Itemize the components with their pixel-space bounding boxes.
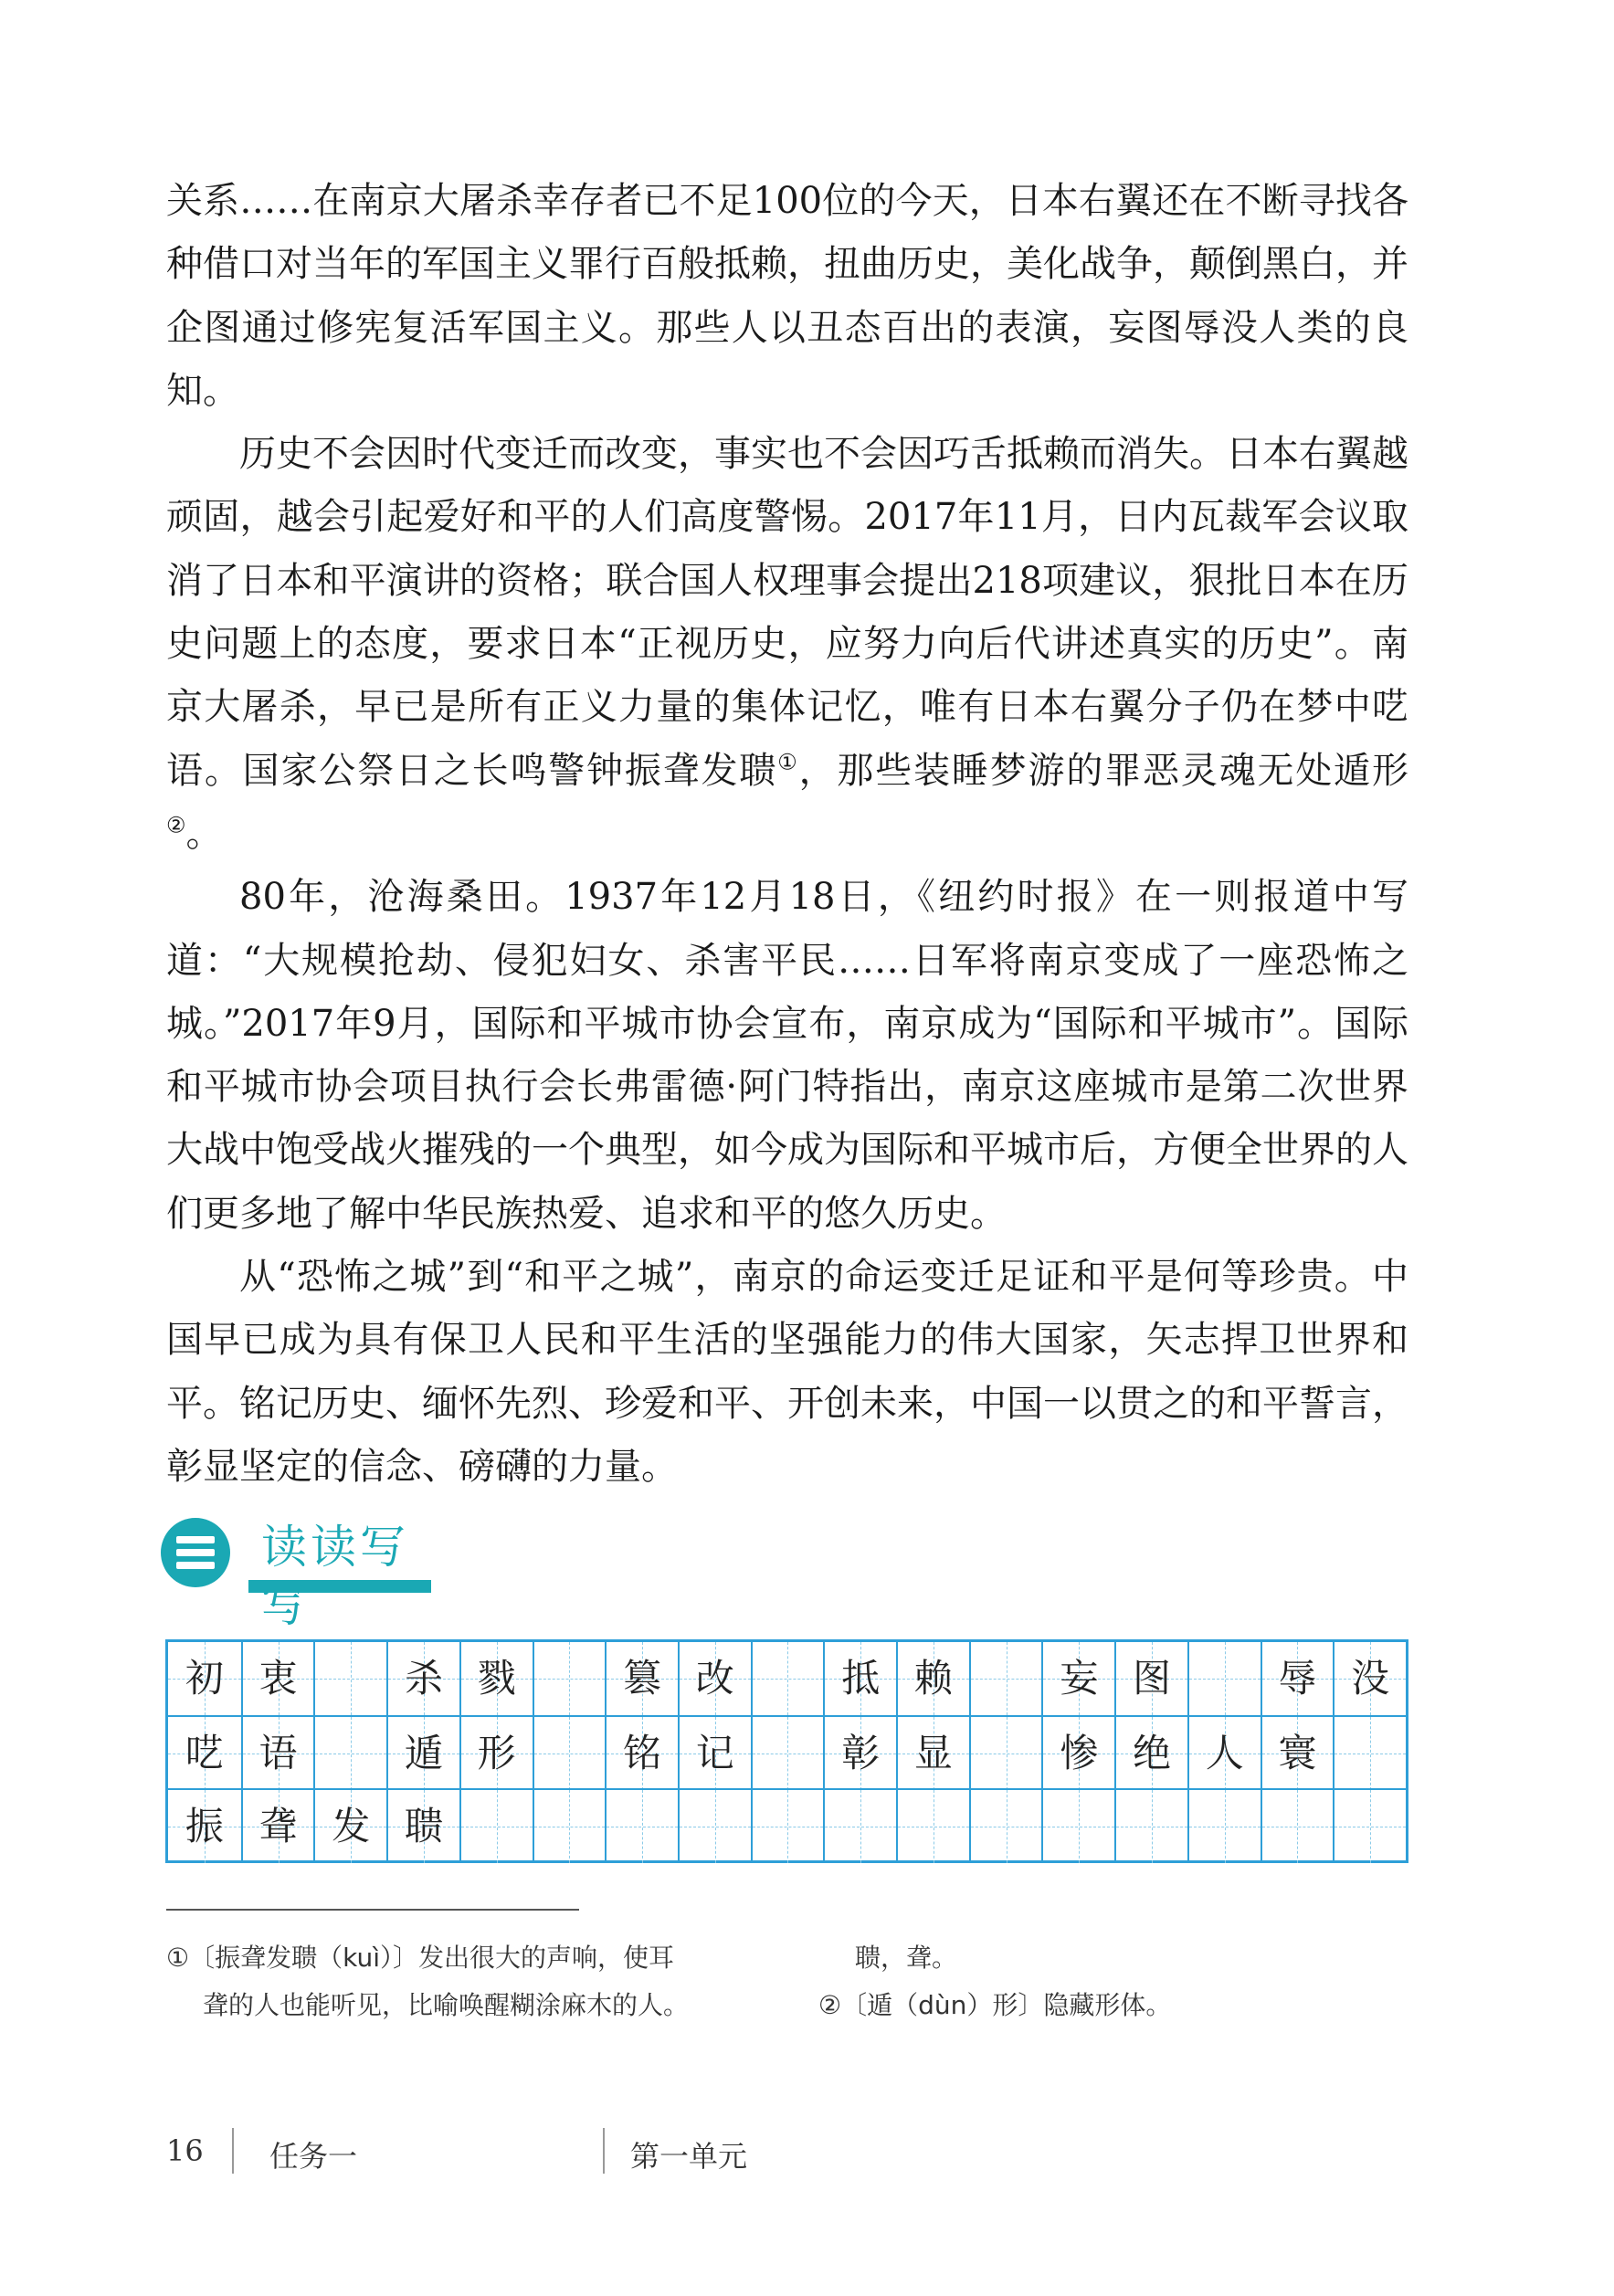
page-footer bbox=[0, 2128, 1614, 2183]
grid-cell bbox=[1333, 1642, 1406, 1715]
footer-divider bbox=[603, 2128, 605, 2174]
grid-cell bbox=[969, 1790, 1042, 1863]
grid-cell bbox=[1261, 1642, 1334, 1715]
grid-character: 杀 bbox=[404, 1656, 443, 1701]
grid-cell bbox=[1333, 1717, 1406, 1790]
grid-cell bbox=[459, 1642, 533, 1715]
grid-character: 呓 bbox=[185, 1731, 224, 1775]
grid-cell bbox=[168, 1717, 241, 1790]
grid-cell bbox=[605, 1642, 678, 1715]
grid-character: 辱 bbox=[1278, 1656, 1317, 1701]
grid-cell bbox=[533, 1717, 606, 1790]
grid-cell bbox=[605, 1790, 678, 1863]
grid-cell bbox=[533, 1790, 606, 1863]
footnote-1-line-3: 聩，聋。 bbox=[855, 1943, 958, 1973]
footer-task-label: 任务一 bbox=[269, 2139, 358, 2174]
paragraph-3: 80年，沧海桑田。1937年12月18日，《纽约时报》在一则报道中写道：“大规模抢劫、侵犯妇女、杀害平民……日军将南京变成了一座恐怖之城。”2017年9月，国际和平城市协会宣布，南京成为“国际和平城市”。国际和平城市协会项目执行会长弗雷德·阿门特指出，南京这座城市是第二次世界大战中饱受战火摧残的一个典型，如今成为国际和平城市后，方便全世界的人们更多地了解中华民族热爱、追求和平的悠久历史。 bbox=[166, 876, 1408, 1235]
footer-unit-label: 第一单元 bbox=[630, 2139, 748, 2174]
grid-character: 戮 bbox=[477, 1656, 516, 1701]
footnote-divider bbox=[166, 1909, 579, 1911]
grid-character: 形 bbox=[477, 1731, 516, 1775]
grid-cell bbox=[1261, 1717, 1334, 1790]
grid-character: 改 bbox=[695, 1656, 734, 1701]
grid-cell bbox=[1187, 1790, 1261, 1863]
grid-cell bbox=[241, 1790, 314, 1863]
grid-cell bbox=[1114, 1790, 1187, 1863]
grid-row bbox=[168, 1715, 1406, 1790]
grid-cell bbox=[1114, 1642, 1187, 1715]
grid-cell bbox=[896, 1642, 969, 1715]
page-number: 16 bbox=[166, 2133, 204, 2168]
grid-cell bbox=[969, 1642, 1042, 1715]
paragraph-2-text-b: ，那些装睡梦游的罪恶灵魂无处遁形 bbox=[798, 749, 1409, 792]
footnote-column-right bbox=[818, 1934, 1366, 2029]
grid-cell bbox=[969, 1717, 1042, 1790]
grid-cell bbox=[168, 1642, 241, 1715]
grid-cell bbox=[1041, 1717, 1114, 1790]
grid-character: 聋 bbox=[258, 1804, 298, 1848]
grid-character: 篡 bbox=[623, 1656, 662, 1701]
grid-character: 没 bbox=[1351, 1656, 1390, 1701]
grid-character: 发 bbox=[332, 1804, 371, 1848]
grid-character: 记 bbox=[695, 1731, 734, 1775]
grid-character: 聩 bbox=[404, 1804, 443, 1848]
grid-character: 语 bbox=[258, 1731, 298, 1775]
section-three-icon bbox=[161, 1518, 230, 1587]
grid-cell bbox=[1114, 1717, 1187, 1790]
grid-cell bbox=[678, 1642, 751, 1715]
grid-cell bbox=[459, 1717, 533, 1790]
paragraph-2-text-a: 历史不会因时代变迁而改变，事实也不会因巧舌抵赖而消失。日本右翼越顽固，越会引起爱好和平的人们高度警惕。2017年11月，日内瓦裁军会议取消了日本和平演讲的资格；联合国人权理事会提出218项建议，狠批日本在历史问题上的态度，要求日本“正视历史，应努力向后代讲述真实的历史”。南京大屠杀，早已是所有正义力量的集体记忆，唯有日本右翼分子仍在梦中呓语。国家公祭日之长鸣警钟振聋发聩 bbox=[166, 433, 1408, 792]
grid-character: 赖 bbox=[913, 1656, 953, 1701]
footnote-mark-1: ① bbox=[777, 749, 799, 775]
grid-cell bbox=[313, 1717, 386, 1790]
grid-cell bbox=[1261, 1790, 1334, 1863]
grid-cell bbox=[1333, 1790, 1406, 1863]
grid-cell bbox=[896, 1790, 969, 1863]
grid-cell bbox=[751, 1717, 824, 1790]
grid-character: 人 bbox=[1205, 1731, 1244, 1775]
grid-cell bbox=[386, 1717, 459, 1790]
paragraph-4: 从“恐怖之城”到“和平之城”，南京的命运变迁足证和平是何等珍贵。中国早已成为具有保卫人民和平生活的坚强能力的伟大国家，矢志捍卫世界和平。铭记历史、缅怀先烈、珍爱和平、开创未来，中国一以贯之的和平誓言，彰显坚定的信念、磅礴的力量。 bbox=[166, 1256, 1408, 1488]
writing-grid bbox=[165, 1639, 1408, 1863]
grid-cell bbox=[168, 1790, 241, 1863]
grid-cell bbox=[1187, 1717, 1261, 1790]
footnote-1-line-2: 聋的人也能听见，比喻唤醒糊涂麻木的人。 bbox=[203, 1990, 690, 2020]
grid-cell bbox=[241, 1717, 314, 1790]
grid-cell bbox=[678, 1790, 751, 1863]
grid-cell bbox=[1041, 1790, 1114, 1863]
grid-cell bbox=[1187, 1642, 1261, 1715]
paragraph-2 bbox=[166, 423, 1408, 866]
grid-cell bbox=[605, 1717, 678, 1790]
grid-character: 寰 bbox=[1278, 1731, 1317, 1775]
grid-cell bbox=[313, 1790, 386, 1863]
grid-cell bbox=[823, 1717, 896, 1790]
grid-character: 遁 bbox=[404, 1731, 443, 1775]
grid-character: 图 bbox=[1133, 1656, 1172, 1701]
grid-cell bbox=[751, 1790, 824, 1863]
grid-cell bbox=[459, 1790, 533, 1863]
grid-cell bbox=[241, 1642, 314, 1715]
grid-row bbox=[168, 1642, 1406, 1715]
grid-character: 初 bbox=[185, 1656, 224, 1701]
footnote-1-line-1: ①〔振聋发聩（kuì）〕发出很大的声响，使耳 bbox=[166, 1943, 674, 1973]
grid-cell bbox=[678, 1717, 751, 1790]
grid-cell bbox=[823, 1642, 896, 1715]
paragraph-2-text-c: 。 bbox=[185, 812, 223, 855]
footer-divider bbox=[232, 2128, 234, 2174]
section-title: 读读写写 bbox=[261, 1521, 409, 1632]
footnote-1 bbox=[166, 1934, 769, 2029]
grid-cell bbox=[386, 1790, 459, 1863]
grid-cell bbox=[313, 1642, 386, 1715]
grid-cell bbox=[533, 1642, 606, 1715]
grid-cell bbox=[751, 1642, 824, 1715]
grid-character: 铭 bbox=[623, 1731, 662, 1775]
footnote-2: ②〔遁（dùn）形〕隐藏形体。 bbox=[818, 1990, 1172, 2020]
grid-character: 抵 bbox=[841, 1656, 881, 1701]
grid-character: 彰 bbox=[841, 1731, 881, 1775]
footnote-mark-2: ② bbox=[166, 812, 186, 838]
grid-cell bbox=[896, 1717, 969, 1790]
grid-character: 振 bbox=[185, 1804, 224, 1848]
grid-character: 妄 bbox=[1060, 1656, 1099, 1701]
grid-character: 绝 bbox=[1133, 1731, 1172, 1775]
grid-row bbox=[168, 1788, 1406, 1863]
grid-character: 惨 bbox=[1060, 1731, 1099, 1775]
section-header bbox=[161, 1518, 453, 1632]
grid-character: 显 bbox=[913, 1731, 953, 1775]
grid-cell bbox=[1041, 1642, 1114, 1715]
grid-character: 衷 bbox=[258, 1656, 298, 1701]
grid-cell bbox=[823, 1790, 896, 1863]
article-body bbox=[166, 170, 1408, 1499]
grid-cell bbox=[386, 1642, 459, 1715]
paragraph-1: 关系……在南京大屠杀幸存者已不足100位的今天，日本右翼还在不断寻找各种借口对当年的军国主义罪行百般抵赖，扭曲历史，美化战争，颠倒黑白，并企图通过修宪复活军国主义。那些人以丑态百出的表演，妄图辱没人类的良知。 bbox=[166, 180, 1408, 412]
